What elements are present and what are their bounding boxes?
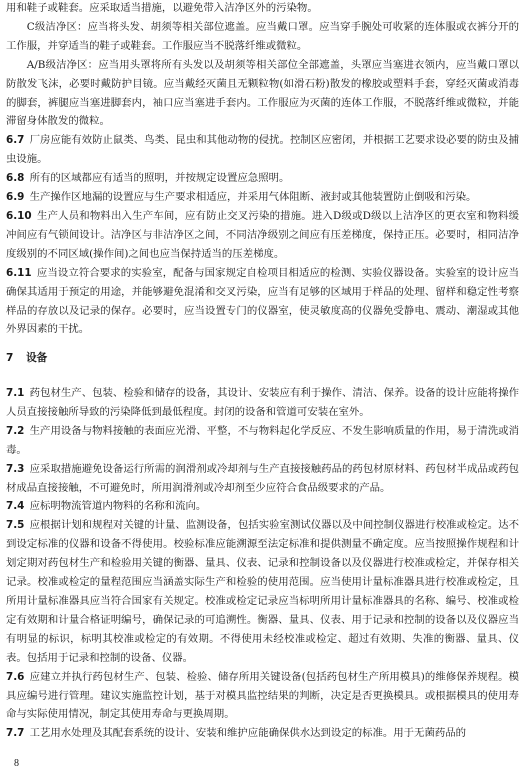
clause-7-6 (6, 668, 519, 725)
clause-6-10 (6, 207, 519, 264)
clause-6-9 (6, 188, 519, 207)
section-6-continued (6, 0, 519, 339)
clause-number: 7.1 (6, 387, 25, 399)
heading-number: 7 (6, 352, 14, 364)
clause-text: 药包材生产、包装、检验和储存的设备，其设计、安装应有利于操作、清洁、保养。设备的设计应能将操作人员直接接触所导致的污染降低到最低程度。封闭的设备和管道可安装在室外。 (6, 387, 519, 418)
section-7-body (6, 384, 519, 743)
clause-6-11 (6, 264, 519, 340)
clause-number: 7.2 (6, 424, 25, 437)
heading-title: 设备 (26, 352, 48, 364)
clause-text: 应根据计划和规程对关键的计量、监测设备，包括实验室测试仪器以及中间控制仪器进行校准或检定。达不到设定标准的仪器和设备不得使用。校验标准应能溯源至法定标准和提供测量不确定度。应当按照操作规程和计划定期对药包材生产和检验用关键的衡器、量具、仪表、记录和控制设备以及仪器进行校准或检定，并保存相关记录。校准或检定的量程范围应当涵盖实际生产和检验的使用范围。应当使用计量标准器具进行校准或检定，且所用计量标准器具应当符合国家有关规定。校准或检定记录应当标明所用计量标准器具的名称、编号、校准或检定有效期和计量合格证明编号，确保记录的可追溯性。衡器、量具、仪表、用于记录和控制的设备以及仪器应当有明显的标识，标明其校准或检定的有效期。不得使用未经校准或检定、超过有效期、失准的衡器、量具、仪表。包括用于记录和控制的设备、仪器。 (6, 519, 519, 664)
clause-text: 用和鞋子或鞋套。应采取适当措施，以避免带入洁净区外的污染物。 (6, 2, 318, 14)
clause-text: 工艺用水处理及其配套系统的设计、安装和维护应能确保供水达到设定的标准。用于无菌药品的 (29, 727, 467, 740)
clause-text: 应建立并执行药包材生产、包装、检验、储存所用关键设备(包括药包材生产所用模具)的维修保养规程。模具应编号进行管理。建议实施监控计划，基于对模具监控结果的判断，决定是否更换模具。或根据模具的使用寿命与实际使用情况，制定其使用寿命与更换周期。 (6, 670, 519, 721)
clause-text: C级洁净区：应当将头发、胡须等相关部位遮盖。应当戴口罩。应当穿手腕处可收紧的连体服或衣裤分开的工作服，并穿适当的鞋子或鞋套。工作服应当不脱落纤维或微粒。 (6, 20, 519, 52)
clause-number: 7.5 (6, 519, 25, 532)
clause-number: 7.7 (6, 727, 25, 740)
clause-7-4 (6, 497, 519, 516)
clause-number: 6.8 (6, 172, 25, 185)
clause-6-8 (6, 169, 519, 188)
clause-text: 生产用设备与物料接触的表面应光滑、平整，不与物料起化学反应、不发生影响质量的作用，易于清洗或消毒。 (6, 424, 519, 456)
document-page (6, 0, 519, 779)
clause-number: 7.3 (6, 462, 25, 475)
section-7-heading (6, 349, 519, 367)
clause-number: 6.11 (6, 266, 32, 279)
clause-number: 6.9 (6, 191, 25, 204)
clause-7-2 (6, 422, 519, 460)
clause-text: A/B级洁净区：应当用头罩将所有头发以及胡须等相关部位全部遮盖，头罩应当塞进衣领内，应当戴口罩以防散发飞沫，必要时戴防护目镜。应当戴经灭菌且无颗粒物(如滑石粉)散发的橡胶或塑料手套，穿经灭菌或消毒的脚套，裤腿应当塞进脚套内，袖口应当塞进手套内。工作服应为灭菌的连体工作服，不脱落纤维或微粒，并能滞留身体散发的微粒。 (6, 58, 519, 128)
clause-number: 6.10 (6, 209, 32, 222)
clause-7-1 (6, 384, 519, 422)
clause-number: 6.7 (6, 134, 25, 147)
clause-text: 生产人员和物料出入生产车间，应有防止交叉污染的措施。进入D级或D级以上洁净区的更衣室和物料缓冲间应有气锁间设计。洁净区与非洁净区之间，不同洁净级别之间应有压差梯度，保持正压。必要时，相同洁净度级别的不同区域(操作间)之间也应当保持适当的压差梯度。 (6, 209, 519, 260)
clause-text: 所有的区域都应有适当的照明，并按规定设置应急照明。 (29, 172, 290, 185)
paragraph (6, 0, 519, 18)
clause-7-7 (6, 724, 519, 743)
clause-text: 应当设立符合要求的实验室，配备与国家规定自检项目相适应的检测、实验仪器设备。实验室的设计应当确保其适用于预定的用途，并能够避免混淆和交叉污染，应当有足够的区域用于样品的处理、留样和稳定性考察样品的存放以及记录的保存。必要时，应当设置专门的仪器室，使灵敏度高的仪器免受静电、震动、潮湿或其他外界因素的干扰。 (6, 266, 519, 336)
clause-number: 7.4 (6, 500, 25, 513)
clause-text: 厂房应能有效防止鼠类、鸟类、昆虫和其他动物的侵扰。控制区应密闭，并根据工艺要求设必要的防虫及捕虫设施。 (6, 134, 519, 166)
clause-7-3 (6, 460, 519, 498)
heading-7 (6, 349, 519, 367)
clause-6-7 (6, 131, 519, 169)
clause-text: 应标明物流管道内物料的名称和流向。 (29, 500, 207, 513)
clause-7-5 (6, 516, 519, 667)
clause-text: 生产操作区地漏的设置应与生产要求相适应，并采用气体阻断、液封或其他装置防止倒吸和污染。 (29, 191, 477, 204)
clause-text: 应采取措施避免设备运行所需的润滑剂或冷却剂与生产直接接触药品的药包材原材料、药包材半成品或药包材成品直接接触，不可避免时，所用润滑剂或冷却剂至少应符合食品级要求的产品。 (6, 462, 519, 494)
paragraph (6, 56, 519, 132)
page-number: 8 (14, 758, 19, 769)
clause-number: 7.6 (6, 670, 25, 683)
paragraph (6, 18, 519, 56)
